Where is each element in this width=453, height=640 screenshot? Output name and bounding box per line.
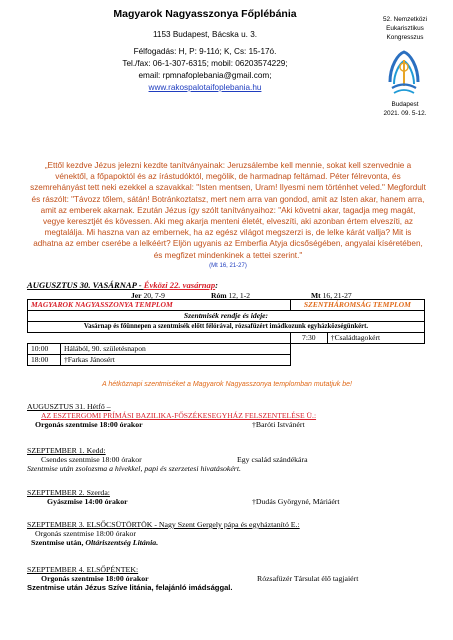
sunday-feast: Évközi 22. vasárnap [143, 280, 216, 290]
reading-3-book: Mt [311, 291, 321, 300]
church-magyarok: MAGYAROK NAGYASSZONYA TEMPLOM [28, 300, 291, 311]
day-tuesday-after: Szentmise után zsolozsma a hívekkel, papi és szerzetesi hivatásokért. [27, 464, 241, 473]
day-thursday-feast: - Nagy Szent Gergely pápa és egyháztanító E.: [152, 520, 300, 529]
day-tuesday-mass: Csendes szentmise 18:00 órakor [41, 455, 142, 464]
gospel-text: „Ettől kezdve Jézus jelezni kezdte tanítványainak: Jeruzsálembe kell mennie, sokat kell szenvednie a vénektől, a főpapoktól és az írástudóktól, megölik, de harmadnap feltámad. Péter félrevonta, és szemrehányást tett neki ezekkel a szavakkal: "Isten mentsen, Uram! Ilyesmi nem történhet veled." Megfordult és rászólt: "Távozz tőlem, sátán! Botránkoztatsz, mert nem arra van gondod, amit az Isten akar, hanem arra, amit az emberek akarnak. Ezután Jézus így szólt tanítványaihoz: "Aki követni akar, tagadja meg magát, vegye keresztjét és kövessen. Aki meg akarja menteni életét, elveszíti, aki azonban értem elveszíti, az megtalálja. Mi haszna van az embernek, ha az egész világot megszerzi is, de lelke kárát vallja? Mit is adhatna az ember cserébe a lelkéért? Eljön ugyanis az Emberfia Atyja dicsőségében, angyalai kíséretében, és megfizet mindenkinek a tettei szerint." [30, 161, 426, 260]
mass-intention: Hálából, 90. születésnapon [61, 344, 291, 355]
mass-intention: †Családtagokért [327, 333, 424, 344]
congress-dates: 2021. 09. 5-12. [383, 110, 427, 117]
day-thursday-litany: Oltáriszentség Litánia. [85, 538, 159, 547]
reading-2-ref: 12, 1-2 [226, 291, 251, 300]
reading-2-book: Róm [211, 291, 227, 300]
reading-3-ref: 16, 21-27 [320, 291, 352, 300]
office-hours: Félfogadás: H, P: 9-11ó; K, Cs: 15-17ó. [133, 47, 277, 56]
rosary-note: Vasárnap és főünnepen a szentmisék előtt félórával, rózsafüzért imádkozunk egyházközségünkért. [28, 322, 425, 333]
parish-address: 1153 Budapest, Bácska u. 3. [152, 30, 258, 39]
phone-line: Tel./fax: 06-1-307-6315; mobil: 06203574229; [122, 59, 288, 68]
weekday-note: A hétköznapi szentmiséket a Magyarok Nagyasszonya templomban mutatjuk be! [102, 381, 352, 388]
email-line: email: rpmnafoplebania@gmail.com; [138, 71, 272, 80]
day-wednesday-date: SZEPTEMBER 2. Szerda: [27, 488, 110, 497]
sunday-date: AUGUSZTUS 30. VASÁRNAP - [27, 280, 144, 290]
parish-title: Magyarok Nagyasszonya Főplébánia [113, 8, 297, 20]
day-tuesday-intention: Egy család szándékára [237, 455, 308, 464]
day-friday-mass: Orgonás szentmise 18:00 órakor [41, 574, 149, 583]
congress-line2: Eukarisztikus [386, 25, 424, 32]
church-szentharomsag: SZENTHÁROMSÁG TEMPLOM [290, 300, 424, 311]
day-monday-intention: †Baróti Istvánért [252, 420, 305, 429]
gospel-quote [30, 160, 426, 272]
congress-line1: 52. Nemzetközi [382, 16, 428, 23]
congress-logo-icon [386, 48, 422, 98]
mass-intention: †Farkas Jánosért [61, 355, 291, 366]
mass-time: 18:00 [28, 355, 61, 366]
day-thursday-date: SZEPTEMBER 3. ELSŐCSÜTÖRTÖK [27, 520, 153, 529]
mass-time: 7:30 [290, 333, 327, 344]
reading-1-ref: 20, 7-9 [141, 291, 165, 300]
day-monday-feast: AZ ESZTERGOMI PRÍMÁSI BAZILIKA-FŐSZÉKESEGYHÁZ FELSZENTELÉSE Ü.: [41, 411, 317, 420]
day-friday-intention: Rózsafüzér Társulat élő tagjaiért [257, 574, 359, 583]
congress-line3: Kongresszus [386, 34, 424, 41]
day-thursday-after: Szentmise után, [31, 538, 86, 547]
day-friday-date: SZEPTEMBER 4. ELSŐPÉNTEK: [27, 565, 139, 574]
website-link[interactable]: www.rakospalotaifoplebania.hu [148, 83, 262, 92]
day-tuesday-date: SZEPTEMBER 1. Kedd: [27, 446, 106, 455]
sunday-heading: AUGUSZTUS 30. VASÁRNAP - Évközi 22. vasárnap: [27, 280, 219, 290]
mass-order-title: Szentmisék rendje és ideje: [28, 311, 425, 322]
day-friday-after: Szentmise után Jézus Szíve litánia, felajánló imádsággal. [27, 583, 233, 592]
mass-time: 10:00 [28, 344, 61, 355]
reading-1-book: Jer [131, 291, 142, 300]
day-wednesday-intention: †Dudás Györgyné, Máriáért [252, 497, 340, 506]
day-wednesday-mass: Gyászmise 14:00 órakor [47, 497, 128, 506]
gospel-reference: (Mt 16, 21-27) [209, 262, 247, 269]
day-thursday-mass: Orgonás szentmise 18:00 órakor [35, 529, 136, 538]
mass-schedule-table [27, 299, 425, 366]
congress-city: Budapest [391, 101, 419, 108]
day-monday-date: AUGUSZTUS 31. Hétfő – [27, 402, 111, 411]
day-monday-mass: Orgonás szentmise 18:00 órakor [35, 420, 143, 429]
